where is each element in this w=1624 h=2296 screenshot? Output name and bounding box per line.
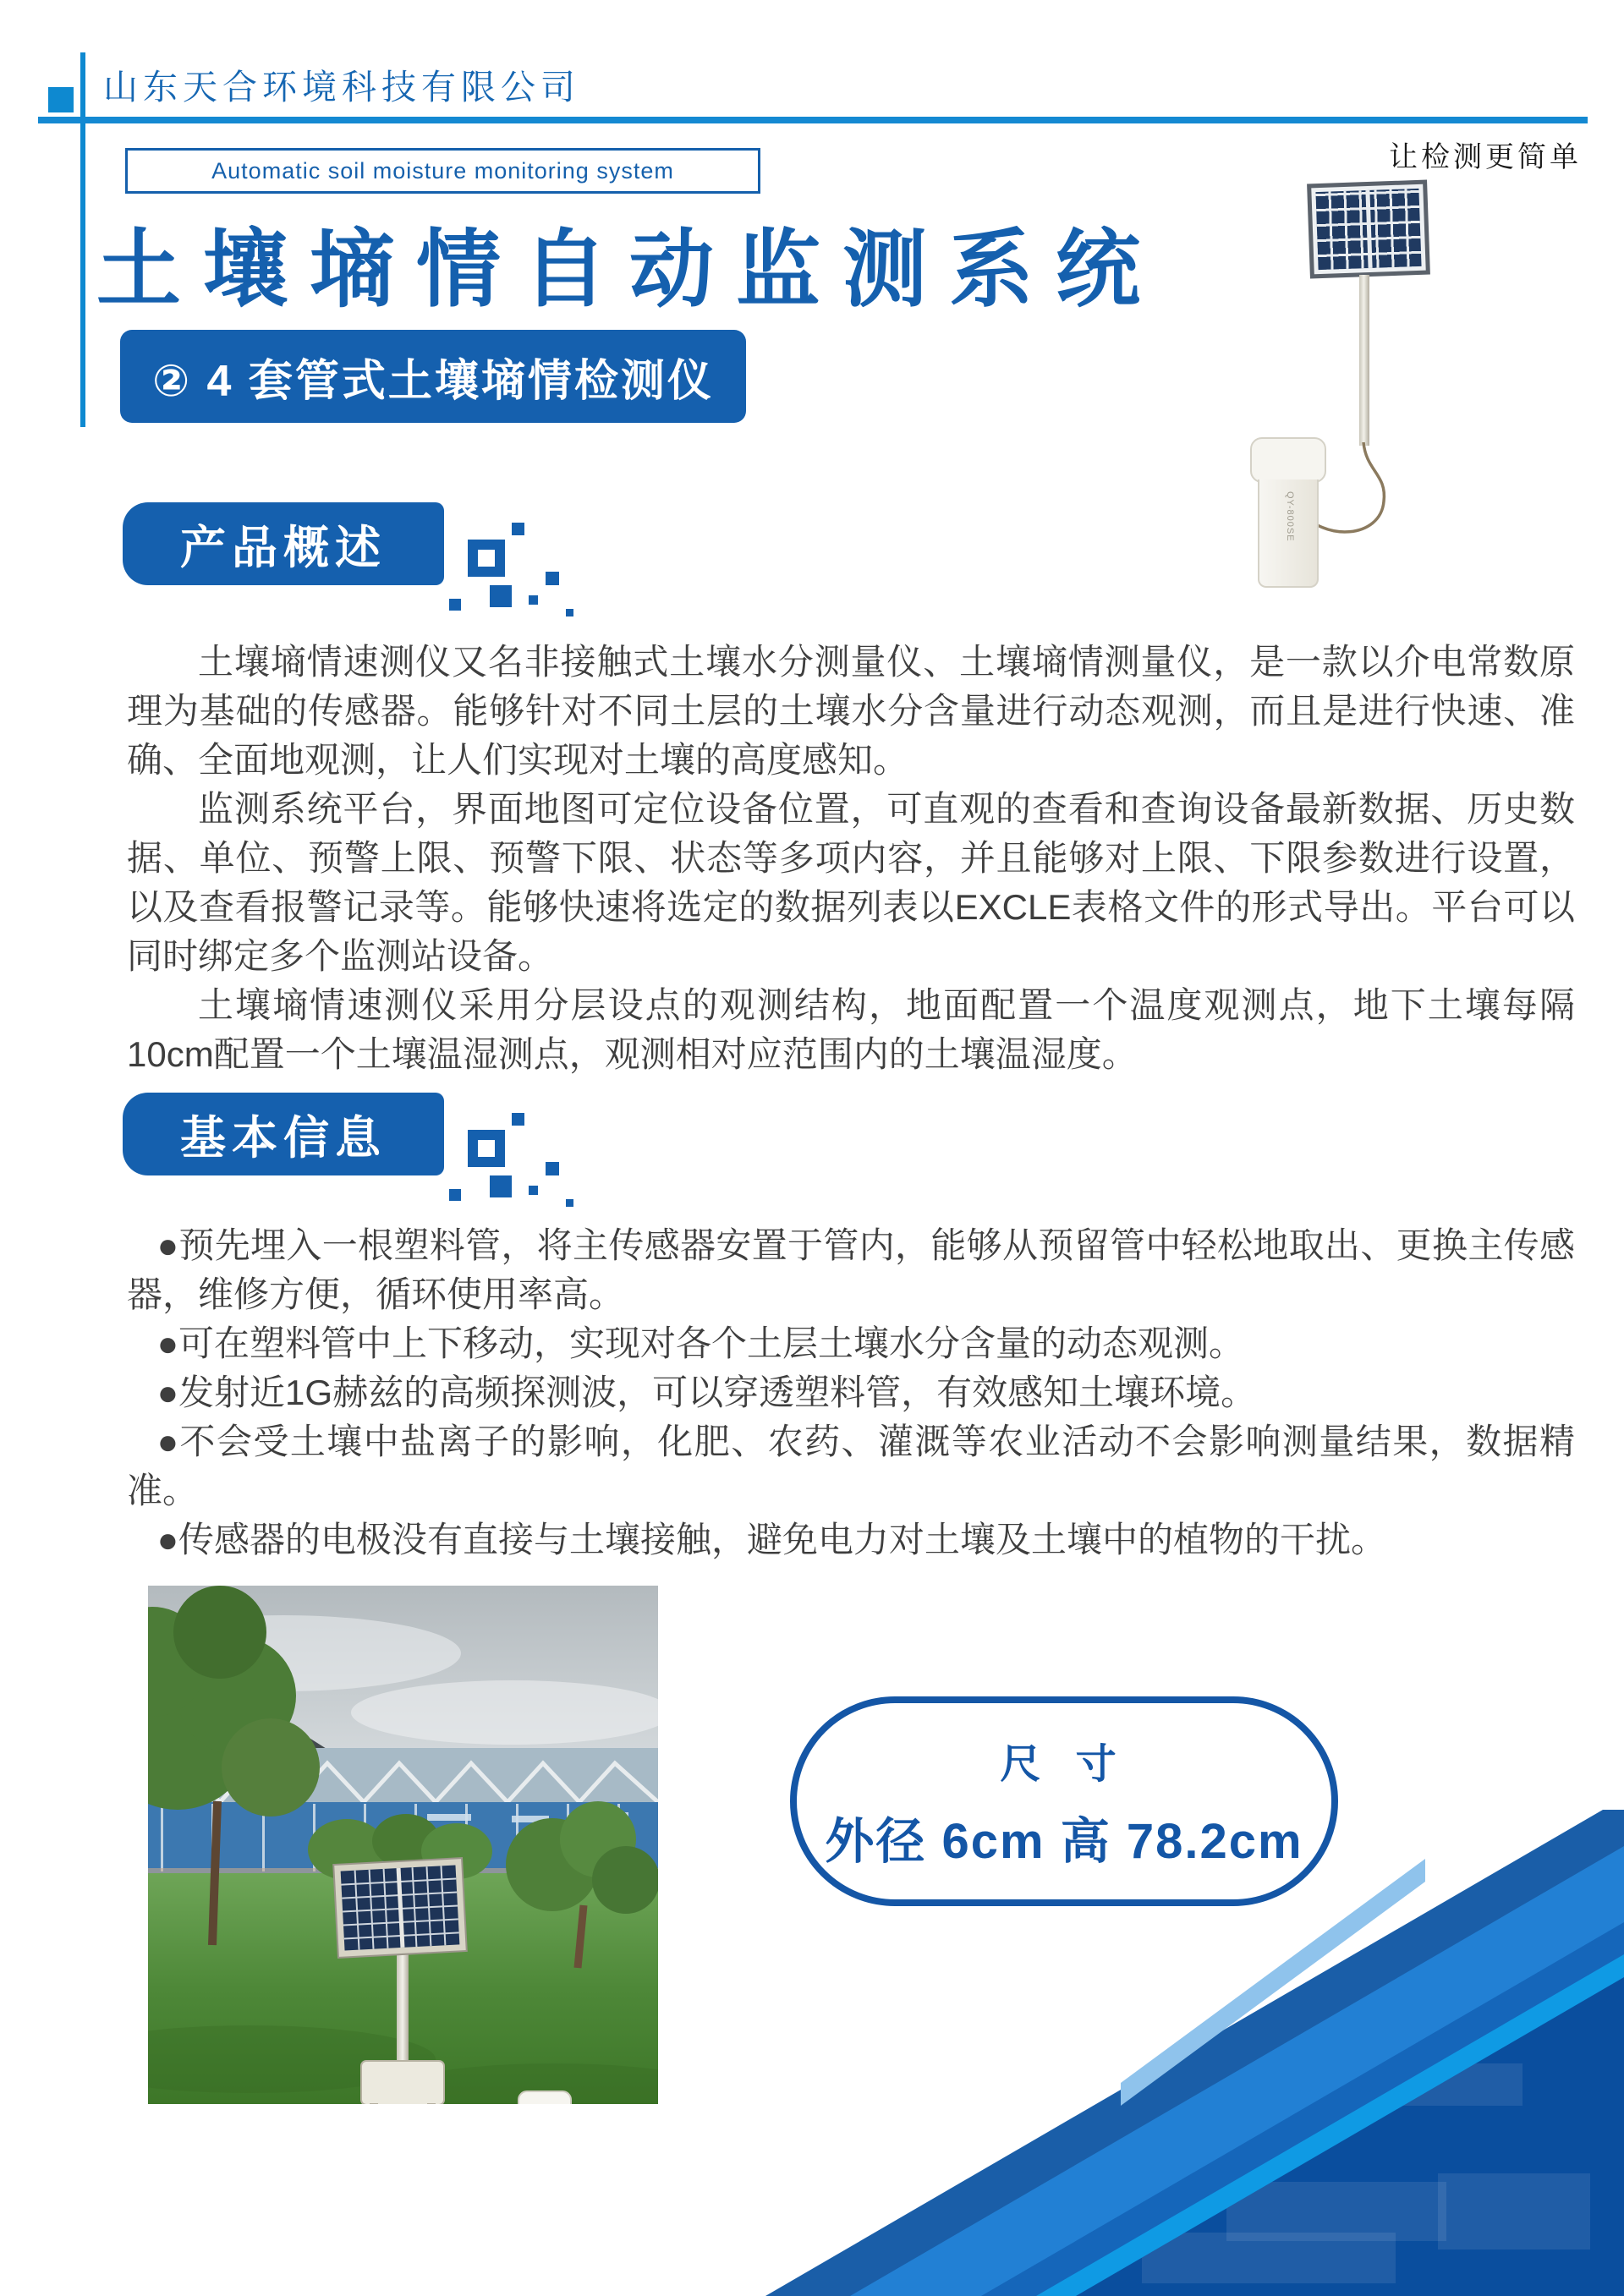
overview-paragraph-1: 土壤墒情速测仪又名非接触式土壤水分测量仪、土壤墒情测量仪，是一款以介电常数原理为基础的传感器。能够针对不同土层的土壤水分含量进行动态观测，而且是进行快速、准确、全面地观测，让人们实现对土壤的高度感知。 <box>127 642 1575 780</box>
accent-vertical-line <box>80 52 85 427</box>
product-photo-solar-sensor <box>1243 165 1548 638</box>
dimensions-title: 尺 寸 <box>1000 1741 1128 1787</box>
sensor-model-label: QY-800SE <box>1285 491 1295 542</box>
overview-paragraphs <box>127 638 1575 1079</box>
bullet-item: ●发射近1G赫兹的高频探测波，可以穿透塑料管，有效感知土壤环境。 <box>156 1373 1257 1412</box>
english-subtitle: Automatic soil moisture monitoring system <box>211 157 674 184</box>
header-rule <box>38 117 1588 123</box>
accent-square-icon <box>48 87 74 112</box>
sensor-cap <box>1250 437 1326 483</box>
section-header-basic-info <box>123 1093 444 1175</box>
product-badge <box>120 330 746 423</box>
page-title: 土壤墒情自动监测系统 <box>96 222 1162 317</box>
product-badge-label: ② 4 套管式土壤墒情检测仪 <box>152 356 714 406</box>
section-title-overview: 产品概述 <box>180 522 387 573</box>
bullet-item: ●预先埋入一根塑料管，将主传感器安置于管内，能够从预留管中轻松地取出、更换主传感器，维修方便，循环使用率高。 <box>127 1225 1575 1314</box>
section-header-overview <box>123 502 444 585</box>
diagonal-decoration <box>0 1810 1624 2296</box>
bullet-item: ●不会受土壤中盐离子的影响，化肥、农药、灌溉等农业活动不会影响测量结果，数据精准。 <box>127 1422 1575 1510</box>
pixel-cluster-icon <box>446 518 590 623</box>
section-title-basic-info: 基本信息 <box>180 1112 387 1164</box>
sensor-cylinder <box>1258 479 1319 588</box>
dimensions-value: 外径 6cm 高 78.2cm <box>825 1813 1303 1869</box>
company-name: 山东天合环境科技有限公司 <box>103 68 580 107</box>
bullet-item: ●传感器的电极没有直接与土壤接触，避免电力对土壤及土壤中的植物的干扰。 <box>156 1520 1387 1559</box>
tagline: 让检测更简单 <box>1389 141 1582 173</box>
bullet-item: ●可在塑料管中上下移动，实现对各个土层土壤水分含量的动态观测。 <box>156 1323 1245 1363</box>
basic-info-bullets <box>127 1221 1575 1564</box>
english-subtitle-box <box>125 148 760 194</box>
pixel-cluster-icon <box>446 1108 590 1214</box>
overview-paragraph-2: 监测系统平台，界面地图可定位设备位置，可直观的查看和查询设备最新数据、历史数据、单位、预警上限、预警下限、状态等多项内容，并且能够对上限、下限参数进行设置，以及查看报警记录等。能够快速将选定的数据列表以EXCLE表格文件的形式导出。平台可以同时绑定多个监测站设备。 <box>127 789 1575 976</box>
overview-paragraph-3: 土壤墒情速测仪采用分层设点的观测结构，地面配置一个温度观测点，地下土壤每隔10cm配置一个土壤温湿测点，观测相对应范围内的土壤温湿度。 <box>127 985 1575 1074</box>
